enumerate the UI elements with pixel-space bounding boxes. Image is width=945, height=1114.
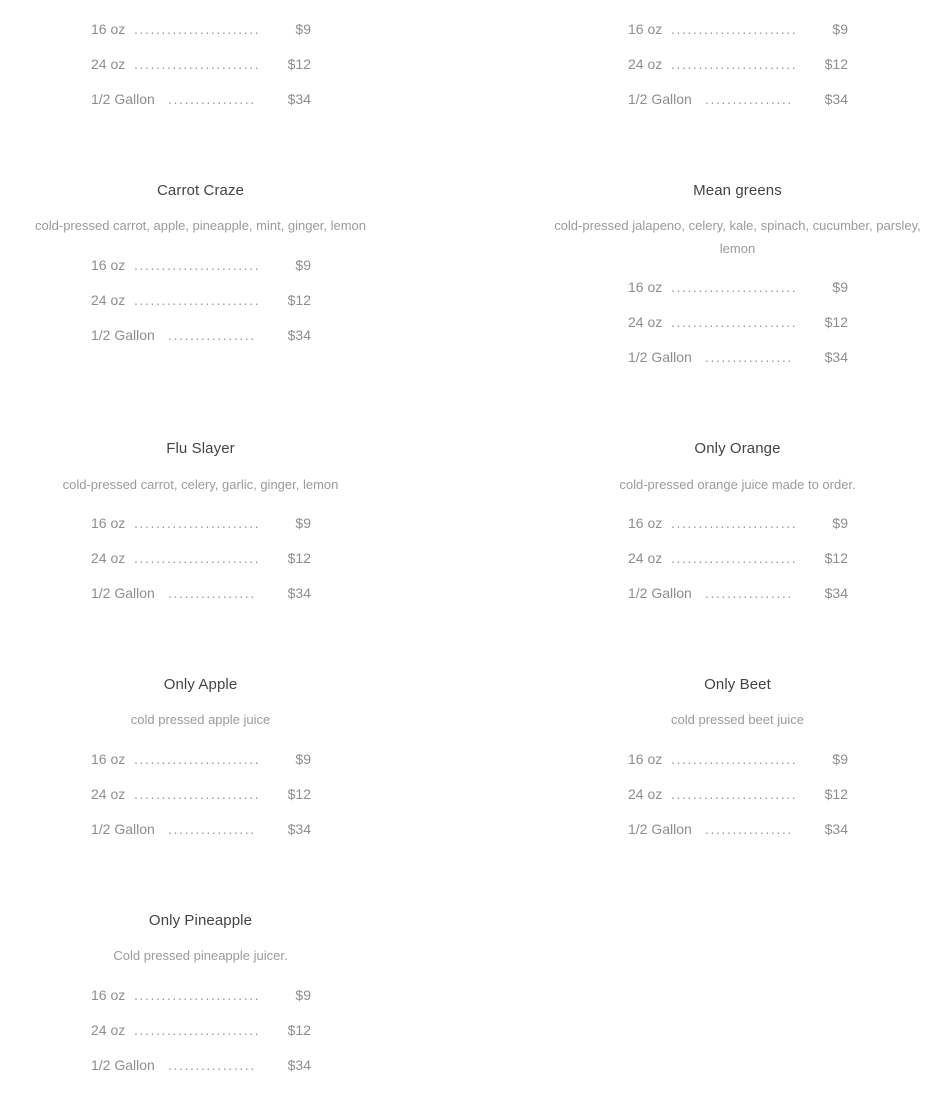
price-value: $9 (291, 515, 311, 531)
item-title: Flu Slayer (166, 440, 235, 457)
price-value: $9 (828, 751, 848, 767)
price-value: $9 (828, 21, 848, 37)
price-row (91, 1022, 311, 1042)
price-value: $34 (821, 91, 848, 107)
size-label: 24 oz (628, 786, 663, 802)
size-label: 1/2 Gallon (91, 91, 155, 107)
dot-leader: ....................... (671, 550, 798, 566)
size-label: 1/2 Gallon (628, 585, 692, 601)
price-row (91, 585, 311, 605)
dot-leader: ................ (705, 585, 793, 601)
price-row (628, 751, 848, 771)
price-value: $9 (291, 257, 311, 273)
size-label: 1/2 Gallon (628, 91, 692, 107)
dot-leader: ....................... (671, 751, 798, 767)
price-value: $12 (284, 292, 311, 308)
dot-leader: ....................... (671, 279, 798, 295)
price-row (91, 292, 311, 312)
price-row (628, 314, 848, 334)
size-label: 1/2 Gallon (628, 349, 692, 365)
dot-leader: ................ (168, 585, 256, 601)
item-title: Mean greens (693, 182, 782, 199)
dot-leader: ................ (168, 1057, 256, 1073)
price-value: $12 (284, 1022, 311, 1038)
price-row (91, 257, 311, 277)
price-row (628, 585, 848, 605)
dot-leader: ....................... (671, 21, 798, 37)
price-row (91, 515, 311, 535)
size-label: 24 oz (91, 56, 126, 72)
price-row (628, 550, 848, 570)
size-label: 16 oz (628, 279, 663, 295)
size-label: 16 oz (91, 257, 126, 273)
item-title: Only Pineapple (148, 912, 253, 929)
price-value: $9 (291, 751, 311, 767)
price-value: $34 (821, 585, 848, 601)
price-row (628, 349, 848, 369)
dot-leader: ....................... (671, 56, 798, 72)
dot-leader: ....................... (134, 257, 261, 273)
price-value: $34 (284, 327, 311, 343)
price-row (628, 515, 848, 535)
size-label: 16 oz (91, 21, 126, 37)
dot-leader: ....................... (134, 786, 261, 802)
price-value: $12 (284, 56, 311, 72)
price-value: $12 (284, 550, 311, 566)
dot-leader: ....................... (134, 1022, 261, 1038)
item-description: cold pressed beet juice (671, 712, 804, 727)
price-row (91, 327, 311, 347)
size-label: 1/2 Gallon (91, 821, 155, 837)
price-value: $34 (284, 1057, 311, 1073)
dot-leader: ................ (168, 91, 256, 107)
dot-leader: ................ (168, 327, 256, 343)
price-row (91, 56, 311, 76)
price-row (91, 821, 311, 841)
size-label: 16 oz (91, 515, 126, 531)
size-label: 24 oz (628, 56, 663, 72)
price-value: $34 (284, 91, 311, 107)
price-row (91, 91, 311, 111)
price-value: $34 (821, 349, 848, 365)
dot-leader: ....................... (134, 987, 261, 1003)
size-label: 24 oz (91, 550, 126, 566)
price-row (91, 987, 311, 1007)
item-title: Only Apple (163, 676, 238, 693)
dot-leader: ....................... (134, 751, 261, 767)
dot-leader: ....................... (134, 550, 261, 566)
size-label: 16 oz (628, 21, 663, 37)
dot-leader: ....................... (671, 515, 798, 531)
price-value: $12 (284, 786, 311, 802)
price-value: $34 (284, 821, 311, 837)
price-value: $34 (821, 821, 848, 837)
price-row (628, 21, 848, 41)
dot-leader: ................ (705, 91, 793, 107)
size-label: 1/2 Gallon (628, 821, 692, 837)
item-description: cold-pressed jalapeno, celery, kale, spinach, cucumber, parsley, lemon (554, 218, 921, 256)
price-value: $12 (821, 550, 848, 566)
price-row (628, 821, 848, 841)
dot-leader: ................ (168, 821, 256, 837)
price-row (91, 550, 311, 570)
price-row (628, 91, 848, 111)
price-row (628, 786, 848, 806)
size-label: 1/2 Gallon (91, 327, 155, 343)
item-description: cold pressed apple juice (130, 712, 271, 727)
item-description: cold-pressed carrot, celery, garlic, ginger, lemon (62, 477, 339, 492)
dot-leader: ................ (705, 821, 793, 837)
size-label: 24 oz (91, 1022, 126, 1038)
size-label: 16 oz (628, 515, 663, 531)
size-label: 16 oz (628, 751, 663, 767)
size-label: 24 oz (91, 292, 126, 308)
price-value: $12 (821, 314, 848, 330)
dot-leader: ....................... (134, 21, 261, 37)
price-row (91, 21, 311, 41)
size-label: 16 oz (91, 751, 126, 767)
item-title: Only Beet (704, 676, 771, 693)
price-value: $12 (821, 56, 848, 72)
dot-leader: ....................... (134, 515, 261, 531)
item-title: Only Orange (694, 440, 781, 457)
size-label: 16 oz (91, 987, 126, 1003)
price-row (628, 279, 848, 299)
dot-leader: ................ (705, 349, 793, 365)
size-label: 24 oz (628, 314, 663, 330)
dot-leader: ....................... (134, 56, 261, 72)
price-value: $34 (284, 585, 311, 601)
price-value: $9 (291, 987, 311, 1003)
size-label: 24 oz (91, 786, 126, 802)
size-label: 1/2 Gallon (91, 1057, 155, 1073)
price-row (628, 56, 848, 76)
price-value: $9 (828, 279, 848, 295)
size-label: 24 oz (628, 550, 663, 566)
size-label: 1/2 Gallon (91, 585, 155, 601)
price-row (91, 786, 311, 806)
price-value: $9 (828, 515, 848, 531)
item-description: cold-pressed orange juice made to order. (619, 477, 856, 492)
item-description: Cold pressed pineapple juicer. (113, 948, 288, 963)
item-description: cold-pressed carrot, apple, pineapple, mint, ginger, lemon (35, 218, 366, 233)
dot-leader: ....................... (671, 786, 798, 802)
price-value: $12 (821, 786, 848, 802)
dot-leader: ....................... (134, 292, 261, 308)
price-value: $9 (291, 21, 311, 37)
price-row (91, 1057, 311, 1077)
dot-leader: ....................... (671, 314, 798, 330)
price-row (91, 751, 311, 771)
item-title: Carrot Craze (156, 182, 245, 199)
